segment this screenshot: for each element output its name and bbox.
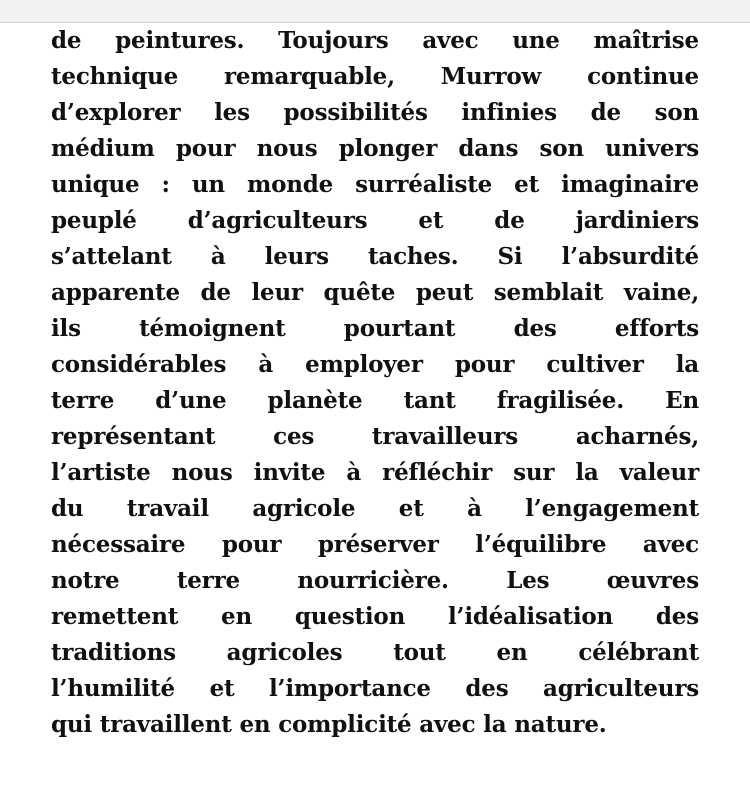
top-toolbar-strip bbox=[0, 0, 750, 23]
text-line: l’artiste nous invite à réfléchir sur la valeur bbox=[51, 459, 699, 486]
text-line: apparente de leur quête peut semblait vaine, bbox=[51, 279, 699, 306]
text-line: s’attelant à leurs taches. Si l’absurdité bbox=[51, 243, 699, 270]
text-line: de peintures. Toujours avec une maîtrise bbox=[51, 27, 699, 54]
text-line: représentant ces travailleurs acharnés, bbox=[51, 423, 699, 450]
text-line: considérables à employer pour cultiver la bbox=[51, 351, 699, 378]
text-line: médium pour nous plonger dans son univers bbox=[51, 135, 699, 162]
text-line: peuplé d’agriculteurs et de jardiniers bbox=[51, 207, 699, 234]
text-line: unique : un monde surréaliste et imaginaire bbox=[51, 171, 699, 198]
text-line: terre d’une planète tant fragilisée. En bbox=[51, 387, 699, 414]
text-line: technique remarquable, Murrow continue bbox=[51, 63, 699, 90]
text-line: du travail agricole et à l’engagement bbox=[51, 495, 699, 522]
text-line: notre terre nourricière. Les œuvres bbox=[51, 567, 699, 594]
text-line-last: qui travaillent en complicité avec la nature. bbox=[51, 711, 607, 738]
text-line: ils témoignent pourtant des efforts bbox=[51, 315, 699, 342]
article-text bbox=[51, 0, 699, 743]
text-line: nécessaire pour préserver l’équilibre avec bbox=[51, 531, 699, 558]
text-line: remettent en question l’idéalisation des bbox=[51, 603, 699, 630]
text-line: d’explorer les possibilités infinies de son bbox=[51, 99, 699, 126]
text-line: traditions agricoles tout en célébrant bbox=[51, 639, 699, 666]
text-line: l’humilité et l’importance des agriculteurs bbox=[51, 675, 699, 702]
